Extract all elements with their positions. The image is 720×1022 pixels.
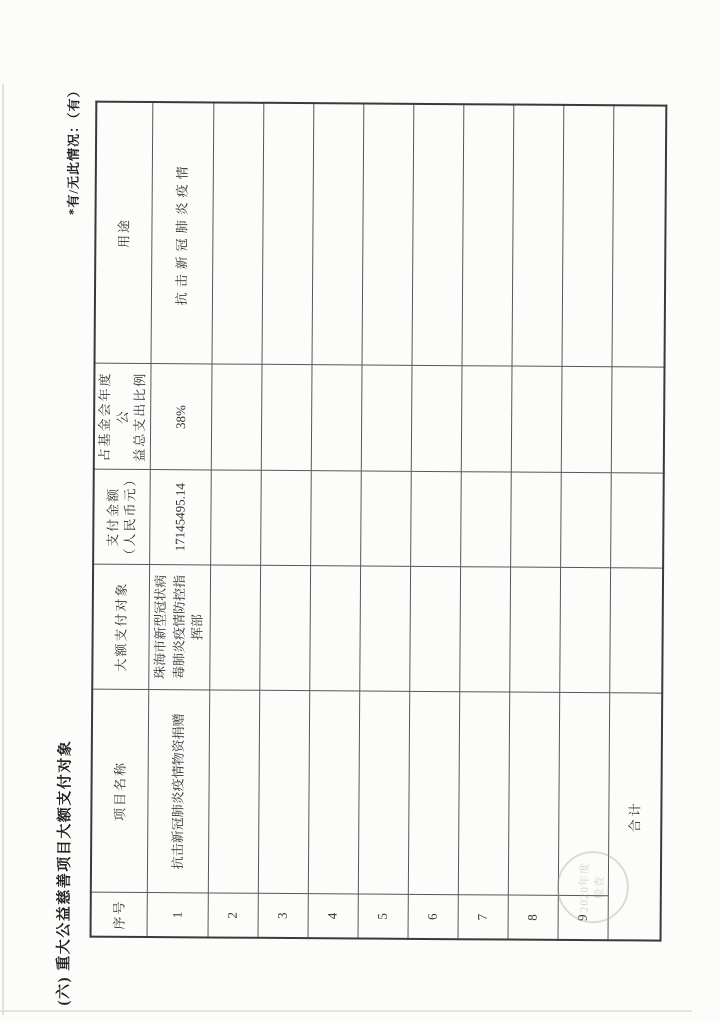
cell-project: 抗击新冠肺炎疫情物资捐赠 xyxy=(146,689,208,893)
cell-purpose xyxy=(211,102,263,364)
cell-ratio xyxy=(210,364,261,471)
cell-amount xyxy=(210,470,261,565)
cell-amount xyxy=(410,471,461,566)
cell-amount xyxy=(360,471,411,566)
cell-seq: 9 xyxy=(557,895,607,939)
cell-purpose xyxy=(561,104,613,366)
cell-seq: 1 xyxy=(146,892,207,937)
cell-amount xyxy=(610,473,664,568)
cell-ratio xyxy=(460,365,511,472)
cell-payee xyxy=(509,566,560,692)
cell-purpose xyxy=(411,103,463,365)
cell-purpose xyxy=(461,104,513,366)
major-payments-table xyxy=(89,100,667,941)
total-label: 合计 xyxy=(607,692,662,940)
cell-purpose xyxy=(361,103,413,365)
cell-payee xyxy=(259,564,310,690)
cell-project xyxy=(357,690,408,894)
cell-payee xyxy=(459,566,510,692)
cell-ratio xyxy=(410,365,461,472)
cell-payee xyxy=(359,565,410,691)
cell-payee xyxy=(409,565,460,691)
cell-payee xyxy=(309,565,360,691)
cell-payee xyxy=(609,567,663,693)
cell-ratio xyxy=(560,366,611,473)
cell-ratio xyxy=(310,364,361,471)
cell-seq: 7 xyxy=(457,895,507,939)
column-header: 项目名称 xyxy=(90,689,148,893)
cell-purpose xyxy=(611,105,666,367)
stamp-label: 检查 xyxy=(593,874,606,899)
cell-project xyxy=(407,691,458,895)
cell-amount xyxy=(310,471,361,566)
total-row xyxy=(607,105,666,940)
cell-amount xyxy=(260,470,311,565)
cell-ratio xyxy=(510,366,561,473)
table-row xyxy=(507,104,563,939)
cell-project xyxy=(507,691,558,895)
cell-amount xyxy=(560,472,611,567)
cell-amount xyxy=(460,472,511,567)
column-header: 用途 xyxy=(94,101,152,363)
table-row xyxy=(307,103,363,938)
cell-purpose: 抗击新冠肺炎疫情 xyxy=(150,102,213,364)
cell-payee: 珠海市新型冠状病 毒肺炎疫情防控指 挥部 xyxy=(148,564,210,690)
cell-payee xyxy=(559,567,610,693)
cell-purpose xyxy=(311,103,363,365)
cell-seq: 5 xyxy=(357,894,407,938)
table-row xyxy=(457,104,513,939)
table-row xyxy=(207,102,263,937)
cell-ratio xyxy=(360,365,411,472)
section-title: (六) 重大公益慈善项目大额支付对象 xyxy=(55,739,74,1005)
cell-amount xyxy=(510,472,561,567)
column-header: 占基金会年度公 益总支出比例 xyxy=(93,363,150,470)
column-header: 序号 xyxy=(90,892,146,936)
table-row xyxy=(257,102,313,937)
cell-ratio xyxy=(610,366,664,473)
cell-ratio xyxy=(260,364,311,471)
cell-project xyxy=(207,689,258,893)
table-row xyxy=(407,103,463,938)
cell-seq: 4 xyxy=(307,894,357,938)
cell-seq: 2 xyxy=(207,893,257,937)
cell-ratio: 38% xyxy=(149,363,211,470)
cell-payee xyxy=(209,564,260,690)
cell-project xyxy=(557,692,608,896)
cell-project xyxy=(307,690,358,894)
cell-purpose xyxy=(511,104,563,366)
cell-purpose xyxy=(261,102,313,364)
table-row xyxy=(146,102,213,937)
table-row xyxy=(357,103,413,938)
cell-seq: 3 xyxy=(257,893,307,937)
presence-note: *有/无此情况：（有） xyxy=(65,82,81,215)
cell-seq: 6 xyxy=(407,894,457,938)
table-row xyxy=(557,104,613,939)
cell-project xyxy=(257,690,308,894)
cell-amount: 17145495.14 xyxy=(149,469,211,564)
header-row xyxy=(90,101,152,936)
column-header: 大额支付对象 xyxy=(92,563,149,689)
stamp-year: 2020年度 xyxy=(578,861,591,912)
column-header: 支付金额 （人民币元） xyxy=(93,469,150,564)
cell-project xyxy=(457,691,508,895)
cell-seq: 8 xyxy=(507,895,557,939)
